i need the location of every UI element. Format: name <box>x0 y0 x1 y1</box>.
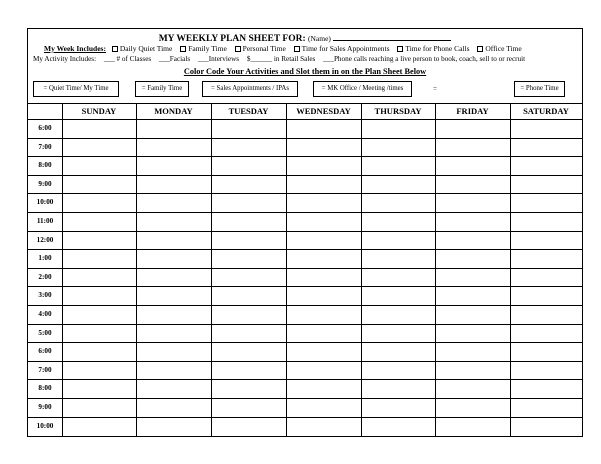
schedule-cell[interactable] <box>136 324 211 343</box>
schedule-cell[interactable] <box>136 398 211 417</box>
schedule-cell[interactable] <box>510 231 582 250</box>
schedule-cell[interactable] <box>136 268 211 287</box>
include-option-phone-calls[interactable] <box>397 44 469 53</box>
schedule-cell[interactable] <box>510 286 582 305</box>
activity-facials[interactable]: ___Facials <box>159 55 191 63</box>
schedule-cell[interactable] <box>136 138 211 157</box>
color-code-instruction: Color Code Your Activities and Slot them in on the Plan Sheet Below <box>183 67 427 76</box>
schedule-cell[interactable] <box>435 175 510 194</box>
option-label: Time for Phone Calls <box>405 44 470 53</box>
time-label: 10:00 <box>36 198 54 207</box>
schedule-cell[interactable] <box>211 193 286 212</box>
schedule-cell[interactable] <box>62 305 136 324</box>
schedule-cell[interactable] <box>286 268 361 287</box>
schedule-cell[interactable] <box>286 231 361 250</box>
schedule-cell[interactable] <box>211 379 286 398</box>
schedule-cell[interactable] <box>62 361 136 380</box>
schedule-cell[interactable] <box>286 286 361 305</box>
schedule-cell[interactable] <box>286 342 361 361</box>
schedule-cell[interactable] <box>510 249 582 268</box>
grid-row-divider <box>28 417 582 418</box>
schedule-cell[interactable] <box>361 398 435 417</box>
schedule-cell[interactable] <box>435 286 510 305</box>
grid-column-divider <box>510 103 511 436</box>
schedule-cell[interactable] <box>510 138 582 157</box>
schedule-cell[interactable] <box>211 417 286 436</box>
schedule-cell[interactable] <box>62 119 136 138</box>
grid-column-divider <box>62 103 63 436</box>
grid-column-divider <box>211 103 212 436</box>
legend-blank[interactable]: = <box>433 85 437 93</box>
day-header-tuesday: TUESDAY <box>228 106 269 116</box>
schedule-cell[interactable] <box>435 324 510 343</box>
schedule-cell[interactable] <box>211 175 286 194</box>
schedule-cell[interactable] <box>435 342 510 361</box>
schedule-grid <box>28 103 582 436</box>
schedule-cell[interactable] <box>136 212 211 231</box>
include-option-quiet-time[interactable] <box>112 44 173 53</box>
include-option-office-time[interactable] <box>477 44 521 53</box>
schedule-cell[interactable] <box>361 342 435 361</box>
schedule-cell[interactable] <box>211 212 286 231</box>
include-option-family-time[interactable] <box>180 44 227 53</box>
schedule-cell[interactable] <box>435 231 510 250</box>
grid-row-divider <box>28 138 582 139</box>
schedule-cell[interactable] <box>136 286 211 305</box>
schedule-cell[interactable] <box>136 175 211 194</box>
schedule-cell[interactable] <box>211 156 286 175</box>
schedule-cell[interactable] <box>211 361 286 380</box>
grid-row-divider <box>28 193 582 194</box>
schedule-cell[interactable] <box>211 286 286 305</box>
schedule-cell[interactable] <box>136 305 211 324</box>
title-text: MY WEEKLY PLAN SHEET FOR: <box>158 34 306 44</box>
schedule-cell[interactable] <box>286 156 361 175</box>
schedule-cell[interactable] <box>435 119 510 138</box>
schedule-cell[interactable] <box>136 342 211 361</box>
schedule-cell[interactable] <box>62 175 136 194</box>
grid-row-divider <box>28 175 582 176</box>
schedule-cell[interactable] <box>510 417 582 436</box>
grid-row-divider <box>28 286 582 287</box>
schedule-cell[interactable] <box>211 249 286 268</box>
option-label: Daily Quiet Time <box>119 44 173 53</box>
schedule-cell[interactable] <box>286 398 361 417</box>
time-label: 3:00 <box>38 291 52 300</box>
schedule-cell[interactable] <box>62 324 136 343</box>
schedule-cell[interactable] <box>435 268 510 287</box>
schedule-cell[interactable] <box>211 398 286 417</box>
schedule-cell[interactable] <box>136 193 211 212</box>
schedule-cell[interactable] <box>62 268 136 287</box>
schedule-cell[interactable] <box>361 119 435 138</box>
grid-row-divider <box>28 119 582 120</box>
legend-sales-appointments[interactable]: = Sales Appointments / IPAs <box>202 81 298 97</box>
schedule-cell[interactable] <box>435 212 510 231</box>
grid-row-divider <box>28 361 582 362</box>
time-label: 4:00 <box>38 310 52 318</box>
schedule-cell[interactable] <box>510 379 582 398</box>
schedule-cell[interactable] <box>510 361 582 380</box>
schedule-cell[interactable] <box>361 324 435 343</box>
schedule-cell[interactable] <box>286 119 361 138</box>
option-label: Personal Time <box>242 44 286 53</box>
schedule-cell[interactable] <box>62 249 136 268</box>
schedule-cell[interactable] <box>361 212 435 231</box>
schedule-cell[interactable] <box>510 342 582 361</box>
grid-row-divider <box>28 212 582 213</box>
checkbox-icon[interactable] <box>477 46 483 52</box>
grid-row-divider <box>28 342 582 343</box>
schedule-cell[interactable] <box>435 138 510 157</box>
schedule-cell[interactable] <box>211 342 286 361</box>
legend-quiet-time[interactable]: = Quiet Time/ My Time <box>33 81 119 97</box>
schedule-cell[interactable] <box>286 324 361 343</box>
schedule-cell[interactable] <box>136 231 211 250</box>
schedule-cell[interactable] <box>361 138 435 157</box>
schedule-cell[interactable] <box>136 361 211 380</box>
time-label: 5:00 <box>38 328 52 337</box>
schedule-cell[interactable] <box>62 212 136 231</box>
schedule-cell[interactable] <box>435 249 510 268</box>
schedule-cell[interactable] <box>211 119 286 138</box>
schedule-cell[interactable] <box>361 361 435 380</box>
checkbox-icon[interactable] <box>180 46 186 52</box>
schedule-cell[interactable] <box>510 268 582 287</box>
time-label: 6:00 <box>38 347 52 356</box>
activity-includes-row <box>33 55 531 63</box>
day-header-thursday: THURSDAY <box>374 106 422 116</box>
schedule-cell[interactable] <box>435 193 510 212</box>
grid-column-divider <box>435 103 436 436</box>
time-label: 7:00 <box>38 142 52 151</box>
grid-column-divider <box>286 103 287 436</box>
day-header-friday: FRIDAY <box>456 106 489 116</box>
schedule-cell[interactable] <box>510 175 582 194</box>
time-label: 2:00 <box>38 272 52 281</box>
schedule-cell[interactable] <box>211 268 286 287</box>
legend-phone-time[interactable]: = Phone Time <box>514 81 565 97</box>
schedule-cell[interactable] <box>286 379 361 398</box>
schedule-cell[interactable] <box>510 324 582 343</box>
schedule-cell[interactable] <box>510 398 582 417</box>
schedule-cell[interactable] <box>286 249 361 268</box>
schedule-cell[interactable] <box>136 249 211 268</box>
schedule-cell[interactable] <box>211 324 286 343</box>
schedule-cell[interactable] <box>361 175 435 194</box>
schedule-cell[interactable] <box>361 249 435 268</box>
legend-mk-office[interactable]: = MK Office / Meeting /times <box>313 81 412 97</box>
weekly-plan-sheet <box>27 28 583 437</box>
name-label: (Name) <box>308 34 331 43</box>
schedule-cell[interactable] <box>286 305 361 324</box>
grid-row-divider <box>28 103 582 104</box>
schedule-cell[interactable] <box>361 156 435 175</box>
grid-row-divider <box>28 398 582 399</box>
include-option-sales-appointments[interactable] <box>294 44 390 53</box>
schedule-cell[interactable] <box>435 379 510 398</box>
schedule-cell[interactable] <box>136 156 211 175</box>
schedule-cell[interactable] <box>62 156 136 175</box>
grid-column-divider <box>361 103 362 436</box>
week-includes-label: My Week Includes: <box>44 44 106 53</box>
schedule-cell[interactable] <box>361 305 435 324</box>
schedule-cell[interactable] <box>286 175 361 194</box>
schedule-cell[interactable] <box>510 193 582 212</box>
grid-row-divider <box>28 231 582 232</box>
schedule-cell[interactable] <box>361 379 435 398</box>
time-label: 7:00 <box>38 365 52 374</box>
checkbox-icon[interactable] <box>294 46 300 52</box>
schedule-cell[interactable] <box>62 417 136 436</box>
time-label: 9:00 <box>38 403 52 411</box>
schedule-cell[interactable] <box>435 417 510 436</box>
schedule-cell[interactable] <box>510 212 582 231</box>
sheet-title <box>28 32 582 44</box>
schedule-cell[interactable] <box>510 119 582 138</box>
schedule-cell[interactable] <box>435 305 510 324</box>
schedule-cell[interactable] <box>62 138 136 157</box>
activity-retail-sales[interactable]: $______ in Retail Sales <box>246 55 316 63</box>
option-label: Office Time <box>485 44 522 53</box>
time-label: 8:00 <box>38 384 52 393</box>
time-label: 11:00 <box>36 217 54 225</box>
time-label: 12:00 <box>36 235 54 244</box>
schedule-cell[interactable] <box>136 417 211 436</box>
time-label: 10:00 <box>36 421 54 430</box>
include-option-personal-time[interactable] <box>235 44 286 53</box>
schedule-cell[interactable] <box>435 398 510 417</box>
option-label: Family Time <box>188 44 227 53</box>
day-header-saturday: SATURDAY <box>523 106 569 116</box>
schedule-cell[interactable] <box>435 156 510 175</box>
grid-row-divider <box>28 305 582 306</box>
schedule-cell[interactable] <box>62 379 136 398</box>
schedule-cell[interactable] <box>286 361 361 380</box>
schedule-cell[interactable] <box>286 138 361 157</box>
grid-row-divider <box>28 268 582 269</box>
grid-row-divider <box>28 156 582 157</box>
schedule-cell[interactable] <box>361 193 435 212</box>
day-header-wednesday: WEDNESDAY <box>296 106 351 116</box>
time-label: 8:00 <box>38 161 52 170</box>
schedule-cell[interactable] <box>62 342 136 361</box>
schedule-cell[interactable] <box>435 361 510 380</box>
time-label: 1:00 <box>38 254 52 263</box>
schedule-cell[interactable] <box>286 193 361 212</box>
time-label: 6:00 <box>38 124 52 132</box>
schedule-cell[interactable] <box>211 231 286 250</box>
checkbox-icon[interactable] <box>235 46 241 52</box>
schedule-cell[interactable] <box>361 268 435 287</box>
schedule-cell[interactable] <box>62 231 136 250</box>
schedule-cell[interactable] <box>361 286 435 305</box>
grid-column-divider <box>136 103 137 436</box>
grid-row-divider <box>28 324 582 325</box>
schedule-cell[interactable] <box>211 305 286 324</box>
week-includes-row <box>44 44 528 53</box>
checkbox-icon[interactable] <box>397 46 403 52</box>
schedule-cell[interactable] <box>510 156 582 175</box>
schedule-cell[interactable] <box>136 119 211 138</box>
schedule-cell[interactable] <box>361 417 435 436</box>
grid-row-divider <box>28 379 582 380</box>
activity-includes-label: My Activity Includes: <box>33 55 97 63</box>
activity-classes[interactable]: ___ # of Classes <box>103 55 152 63</box>
schedule-cell[interactable] <box>62 286 136 305</box>
activity-interviews[interactable]: ___Interviews <box>197 55 240 63</box>
day-header-sunday: SUNDAY <box>81 106 117 116</box>
schedule-cell[interactable] <box>286 212 361 231</box>
sheet-header <box>28 29 582 104</box>
schedule-cell[interactable] <box>510 305 582 324</box>
schedule-cell[interactable] <box>361 231 435 250</box>
schedule-cell[interactable] <box>136 379 211 398</box>
grid-row-divider <box>28 249 582 250</box>
time-label: 9:00 <box>38 179 52 188</box>
checkbox-icon[interactable] <box>112 46 118 52</box>
legend-family-time[interactable]: = Family Time <box>135 81 189 97</box>
schedule-cell[interactable] <box>286 417 361 436</box>
option-label: Time for Sales Appointments <box>301 44 390 53</box>
day-header-monday: MONDAY <box>154 106 193 116</box>
activity-phone-calls[interactable]: ___Phone calls reaching a live person to book, coach, sell to or recruit <box>323 55 526 63</box>
schedule-cell[interactable] <box>211 138 286 157</box>
name-field[interactable] <box>333 32 451 41</box>
schedule-cell[interactable] <box>62 193 136 212</box>
schedule-cell[interactable] <box>62 398 136 417</box>
